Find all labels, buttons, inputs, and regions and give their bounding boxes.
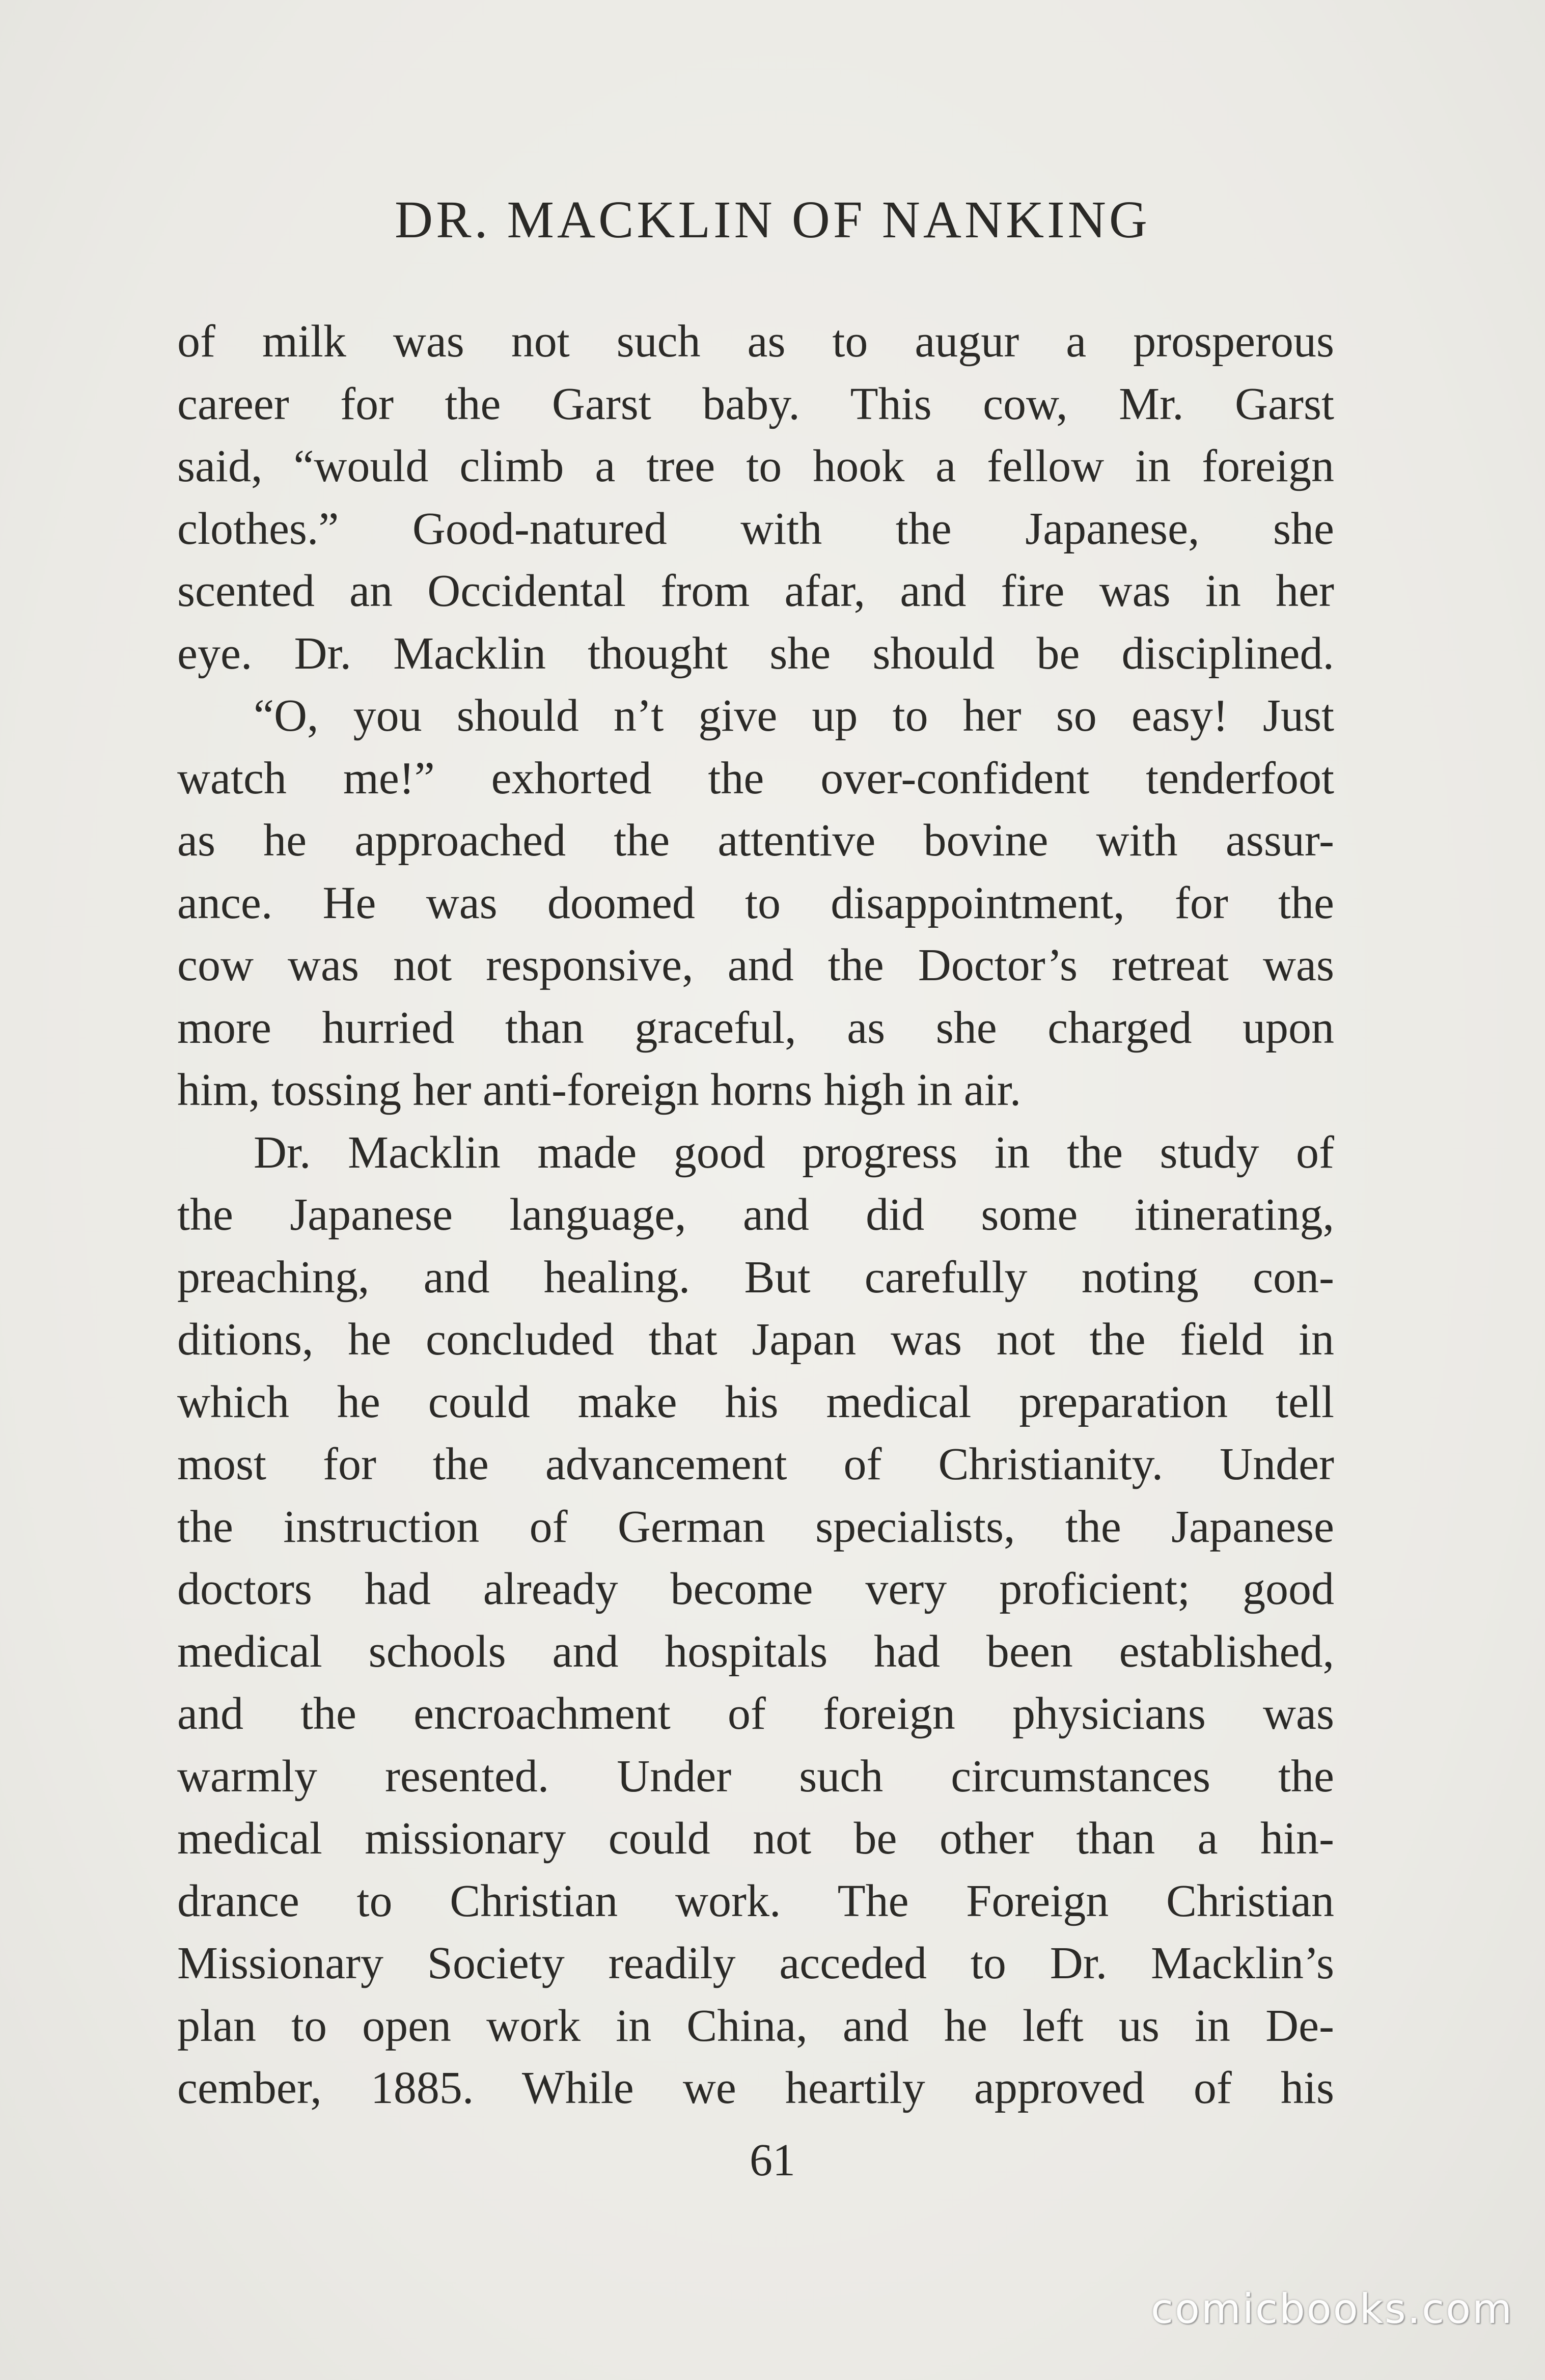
text-line: most for the advancement of Christianity. Under <box>177 1439 1334 1489</box>
text-line: of milk was not such as to augur a prosperous <box>177 316 1334 367</box>
text-line: cember, 1885. While we heartily approved of his <box>177 2063 1334 2113</box>
text-line: plan to open work in China, and he left us in De- <box>177 2000 1334 2051</box>
text-line: Missionary Society readily acceded to Dr. Macklin’s <box>177 1938 1334 1988</box>
text-line: watch me!” exhorted the over-confident tenderfoot <box>177 753 1334 804</box>
text-line: Dr. Macklin made good progress in the study of <box>254 1127 1334 1178</box>
watermark: comicbooks.com <box>1150 2285 1513 2333</box>
text-line: eye. Dr. Macklin thought she should be disciplined. <box>177 628 1334 679</box>
text-line: as he approached the attentive bovine with assur- <box>177 815 1334 866</box>
text-line: ance. He was doomed to disappointment, for the <box>177 877 1334 928</box>
text-line: drance to Christian work. The Foreign Christian <box>177 1875 1334 1926</box>
page-number: 61 <box>750 2135 795 2185</box>
text-line: medical missionary could not be other than a hin- <box>177 1813 1334 1864</box>
text-line: the instruction of German specialists, the Japanese <box>177 1501 1334 1552</box>
text-line: him, tossing her anti-foreign horns high in air. <box>177 1065 1022 1115</box>
text-line: doctors had already become very proficient; good <box>177 1564 1334 1614</box>
text-line: career for the Garst baby. This cow, Mr. Garst <box>177 378 1334 429</box>
text-line: scented an Occidental from afar, and fire was in her <box>177 566 1334 616</box>
running-head: DR. MACKLIN OF NANKING <box>395 190 1150 249</box>
text-line: “O, you should n’t give up to her so easy! Just <box>254 690 1334 741</box>
text-line: warmly resented. Under such circumstances the <box>177 1751 1334 1802</box>
text-line: cow was not responsive, and the Doctor’s retreat was <box>177 940 1334 990</box>
text-line: the Japanese language, and did some itinerating, <box>177 1189 1334 1240</box>
body-text <box>177 311 1334 2120</box>
text-line: medical schools and hospitals had been established, <box>177 1626 1334 1677</box>
text-line: clothes.” Good-natured with the Japanese, she <box>177 503 1334 554</box>
text-line: and the encroachment of foreign physicians was <box>177 1689 1334 1739</box>
text-line: ditions, he concluded that Japan was not the field in <box>177 1314 1334 1365</box>
text-line: more hurried than graceful, as she charged upon <box>177 1002 1334 1053</box>
text-line: which he could make his medical preparation tell <box>177 1376 1334 1427</box>
text-line: said, “would climb a tree to hook a fellow in foreign <box>177 441 1334 491</box>
text-line: preaching, and healing. But carefully noting con- <box>177 1252 1334 1303</box>
